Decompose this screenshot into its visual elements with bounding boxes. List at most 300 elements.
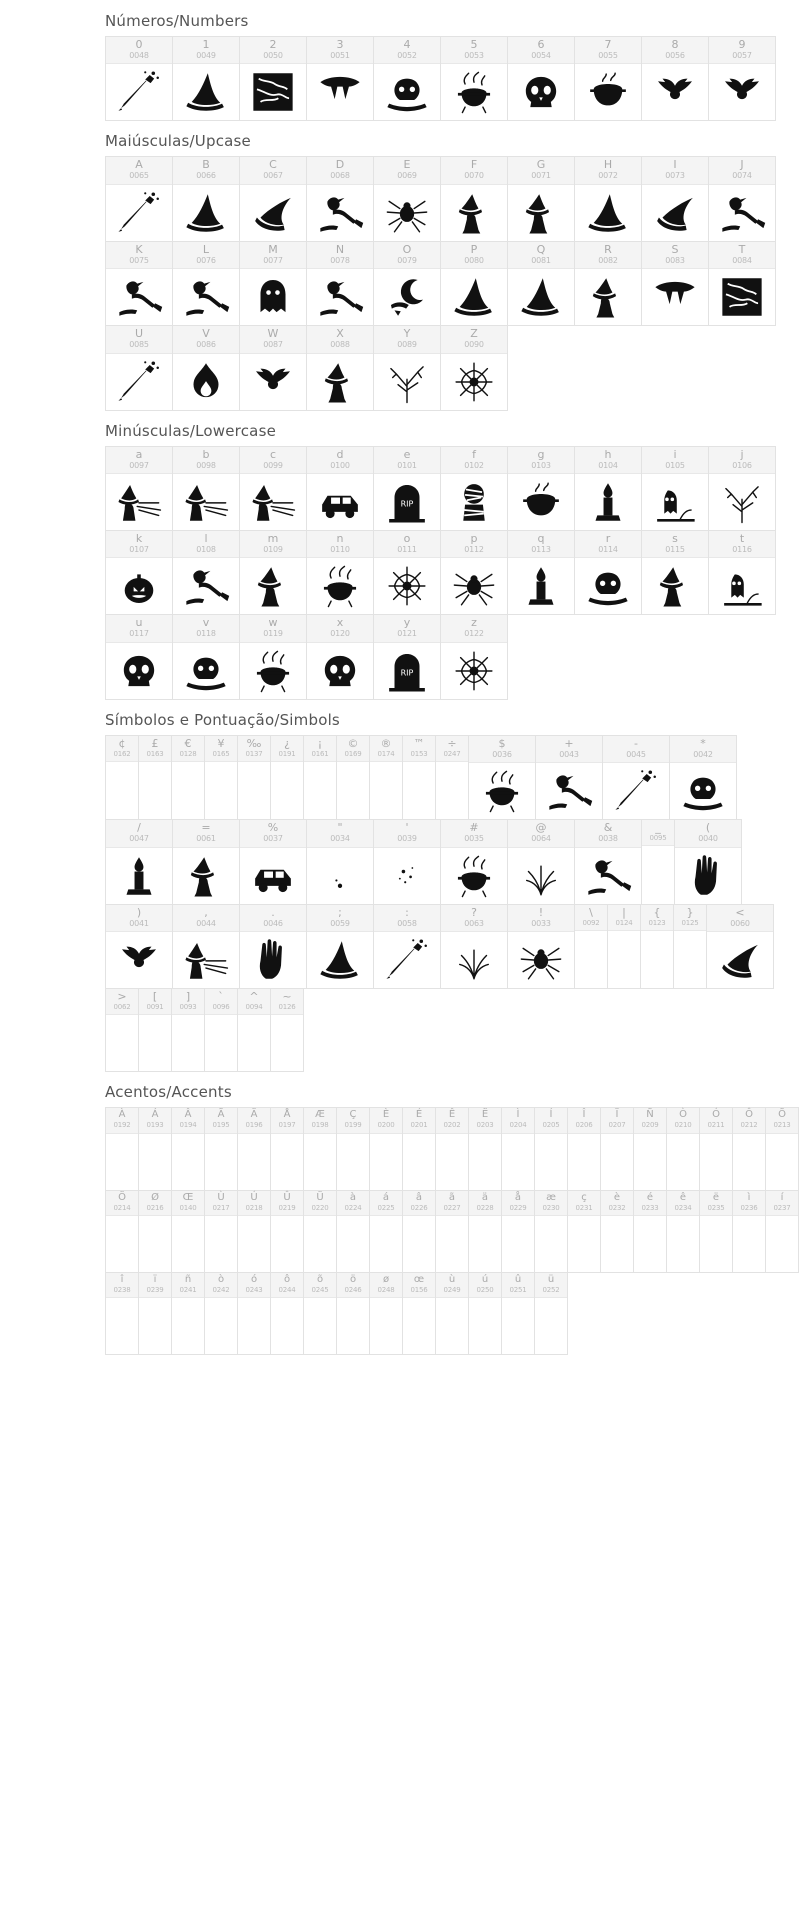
glyph-cell[interactable] — [138, 988, 172, 1072]
glyph-charcode: 0196 — [245, 1121, 263, 1130]
glyph-cell[interactable] — [336, 1190, 370, 1273]
glyph-cell-header — [106, 736, 138, 762]
glyph-cell[interactable] — [303, 1272, 337, 1355]
glyph-cell-header — [508, 820, 574, 847]
glyph-character: l — [204, 531, 208, 545]
witch-icon — [307, 354, 373, 410]
glyph-cell[interactable] — [171, 735, 205, 820]
glyph-charcode: 0049 — [196, 51, 216, 60]
glyph-preview-empty — [337, 1298, 369, 1354]
glyph-cell[interactable] — [303, 1107, 337, 1190]
glyph-cell[interactable] — [369, 1272, 403, 1355]
glyph-cell-header — [733, 1108, 765, 1133]
hat-tilt-icon — [240, 185, 306, 241]
glyph-cell[interactable] — [765, 1190, 799, 1273]
glyph-cell-header — [240, 820, 306, 847]
glyph-cell[interactable] — [567, 1190, 601, 1273]
glyph-cell[interactable] — [402, 735, 436, 820]
glyph-cell-header — [307, 820, 373, 847]
glyph-cell-header — [403, 1108, 435, 1133]
glyph-cell[interactable] — [600, 1107, 634, 1190]
glyph-cell[interactable] — [105, 156, 173, 241]
glyph-character: R — [604, 242, 612, 256]
glyph-cell[interactable] — [237, 988, 271, 1072]
glyph-cell-header — [205, 736, 237, 762]
glyph-cell[interactable] — [507, 819, 575, 904]
glyph-cell[interactable] — [172, 614, 240, 699]
glyph-character: , — [204, 905, 208, 919]
glyph-charcode: 0071 — [531, 171, 551, 181]
glyph-cell[interactable] — [468, 1190, 502, 1273]
glyph-cell[interactable] — [440, 904, 508, 989]
glyph-cell-header — [205, 1191, 237, 1216]
glyph-character: ® — [380, 736, 392, 750]
glyph-cell[interactable] — [641, 530, 709, 615]
glyph-cell[interactable] — [641, 446, 709, 531]
glyph-charcode: 0070 — [464, 171, 484, 181]
glyph-cell[interactable] — [440, 325, 508, 410]
glyph-cell[interactable] — [172, 325, 240, 410]
glyph-cell[interactable] — [171, 988, 205, 1072]
glyph-character: $ — [498, 736, 506, 750]
glyph-cell[interactable] — [204, 1107, 238, 1190]
glyph-character: . — [271, 905, 275, 919]
glyph-character: u — [135, 616, 143, 630]
glyph-cell-header — [173, 820, 239, 847]
glyph-charcode: 0236 — [740, 1203, 758, 1212]
glyph-character: C — [269, 158, 277, 172]
glyph-cell[interactable] — [440, 530, 508, 615]
candle-icon — [106, 848, 172, 904]
glyph-cell[interactable] — [306, 819, 374, 904]
glyph-cell[interactable] — [270, 1272, 304, 1355]
glyph-cell[interactable] — [373, 819, 441, 904]
glyph-cell[interactable] — [373, 904, 441, 989]
glyph-cell-header — [374, 615, 440, 642]
glyph-character: ú — [481, 1273, 489, 1285]
glyph-cell[interactable] — [239, 156, 307, 241]
glyph-cell[interactable] — [239, 325, 307, 410]
glyph-cell[interactable] — [270, 1107, 304, 1190]
glyph-charcode: 0205 — [542, 1121, 560, 1130]
glyph-cell[interactable] — [105, 904, 173, 989]
glyph-cell[interactable] — [641, 819, 675, 904]
glyph-cell-header — [674, 905, 706, 931]
glyph-cell-header — [370, 1273, 402, 1298]
glyph-cell-header — [106, 531, 172, 558]
glyph-character: Û — [283, 1191, 291, 1203]
glyph-cell[interactable] — [270, 735, 304, 820]
glyph-character: K — [135, 242, 143, 256]
glyph-cell[interactable] — [574, 241, 642, 326]
glyph-cell[interactable] — [138, 1272, 172, 1355]
glyph-cell[interactable] — [708, 241, 776, 326]
glyph-cell[interactable] — [336, 1272, 370, 1355]
glyph-cell[interactable] — [440, 819, 508, 904]
glyph-cell[interactable] — [270, 1190, 304, 1273]
glyph-charcode: 0062 — [113, 1002, 131, 1011]
glyph-cell-header — [271, 1273, 303, 1298]
glyph-character: q — [537, 531, 545, 545]
glyph-charcode: 0095 — [649, 834, 667, 843]
glyph-charcode: 0198 — [311, 1121, 329, 1130]
bat-icon — [709, 64, 775, 120]
glyph-charcode: 0235 — [707, 1203, 725, 1212]
glyph-cell[interactable] — [435, 1107, 469, 1190]
witch-broom-icon — [307, 269, 373, 325]
glyph-cell[interactable] — [507, 156, 575, 241]
glyph-cell[interactable] — [567, 1107, 601, 1190]
glyph-cell[interactable] — [673, 904, 707, 989]
glyph-cell[interactable] — [105, 1107, 139, 1190]
glyph-cell[interactable] — [239, 614, 307, 699]
glyph-preview-empty — [139, 1134, 171, 1190]
hat-icon — [173, 185, 239, 241]
glyph-character: j — [740, 447, 744, 461]
glyph-cell-header — [307, 905, 373, 932]
glyph-cell-header — [568, 1108, 600, 1133]
glyph-cell[interactable] — [172, 36, 240, 121]
glyph-cell-header — [508, 531, 574, 558]
glyph-cell[interactable] — [501, 1190, 535, 1273]
glyph-cell[interactable] — [373, 325, 441, 410]
section-accents — [0, 1071, 800, 1354]
glyph-charcode: 0042 — [693, 749, 713, 759]
glyph-preview-empty — [641, 931, 673, 987]
glyph-cell-header — [307, 37, 373, 64]
glyph-charcode: 0118 — [196, 629, 216, 639]
glyph-cell[interactable] — [239, 904, 307, 989]
glyph-cell-header — [441, 157, 507, 184]
glyph-cell[interactable] — [534, 1107, 568, 1190]
tree-icon — [709, 474, 775, 530]
glyph-cell[interactable] — [765, 1107, 799, 1190]
glyph-cell[interactable] — [369, 735, 403, 820]
glyph-cell[interactable] — [204, 735, 238, 820]
glyph-cell[interactable] — [507, 36, 575, 121]
glyph-preview-empty — [238, 1134, 270, 1190]
glyph-charcode: 0111 — [397, 544, 417, 554]
glyph-cell-header — [642, 820, 674, 846]
glyph-cell[interactable] — [641, 241, 709, 326]
glyph-cell-header — [304, 1108, 336, 1133]
witch-broom-icon — [536, 763, 602, 819]
glyph-cell[interactable] — [237, 1107, 271, 1190]
hat-icon — [307, 932, 373, 988]
glyph-cell[interactable] — [669, 735, 737, 820]
glyph-character: r — [605, 531, 611, 545]
tree-icon — [374, 354, 440, 410]
glyph-cell[interactable] — [172, 156, 240, 241]
glyph-character: + — [564, 736, 574, 750]
glyph-cell-header — [271, 736, 303, 762]
glyph-cell[interactable] — [535, 735, 603, 820]
glyph-cell[interactable] — [640, 904, 674, 989]
glyph-cell[interactable] — [402, 1107, 436, 1190]
glyph-cell[interactable] — [239, 446, 307, 531]
glyph-cell[interactable] — [699, 1190, 733, 1273]
glyph-cell[interactable] — [105, 530, 173, 615]
glyph-cell[interactable] — [105, 819, 173, 904]
glyph-cell[interactable] — [105, 36, 173, 121]
glyph-charcode: 0087 — [263, 340, 283, 350]
glyph-cell[interactable] — [574, 819, 642, 904]
glyph-cell[interactable] — [369, 1107, 403, 1190]
glyph-character: X — [336, 327, 344, 341]
glyph-character: æ — [546, 1191, 556, 1203]
glyph-character: | — [622, 905, 626, 919]
glyph-character: å — [514, 1191, 522, 1203]
glyph-cell[interactable] — [306, 325, 374, 410]
glyph-cell-header — [337, 1108, 369, 1133]
glyph-cell-header — [240, 615, 306, 642]
glyph-cell[interactable] — [303, 1190, 337, 1273]
glyph-charcode: 0115 — [665, 544, 685, 554]
glyph-character: ¥ — [217, 736, 225, 750]
fangs-icon — [307, 64, 373, 120]
glyph-cell[interactable] — [507, 904, 575, 989]
glyph-charcode: 0227 — [443, 1203, 461, 1212]
glyph-cell[interactable] — [440, 241, 508, 326]
glyph-cell[interactable] — [171, 1107, 205, 1190]
glyph-cell-header — [441, 820, 507, 847]
glyph-cell[interactable] — [204, 1190, 238, 1273]
glyph-cell[interactable] — [373, 530, 441, 615]
glyph-cell[interactable] — [440, 36, 508, 121]
glyph-cell[interactable] — [171, 1272, 205, 1355]
glyph-cell-header — [441, 242, 507, 269]
glyph-charcode: 0076 — [196, 255, 216, 265]
glyph-cell[interactable] — [373, 36, 441, 121]
glyph-cell-header — [441, 615, 507, 642]
glyph-cell[interactable] — [732, 1107, 766, 1190]
glyph-charcode: 0200 — [377, 1121, 395, 1130]
glyph-cell[interactable] — [574, 446, 642, 531]
glyph-cell[interactable] — [306, 241, 374, 326]
glyph-character: 9 — [738, 38, 746, 51]
glyph-character: M — [268, 242, 278, 256]
frame-icon — [709, 269, 775, 325]
glyph-cell[interactable] — [172, 819, 240, 904]
glyph-cell[interactable] — [574, 530, 642, 615]
glyph-cell-header — [502, 1191, 534, 1216]
glyph-cell[interactable] — [435, 1190, 469, 1273]
glyph-character: 3 — [336, 38, 344, 51]
glyph-cell[interactable] — [336, 1107, 370, 1190]
glyph-cell-header — [575, 37, 641, 64]
glyph-cell[interactable] — [306, 156, 374, 241]
glyph-character: ¢ — [118, 736, 126, 750]
glyph-cell-header — [374, 905, 440, 932]
glyph-charcode: 0228 — [476, 1203, 494, 1212]
glyph-cell[interactable] — [306, 904, 374, 989]
glyph-cell[interactable] — [204, 1272, 238, 1355]
glyph-character: % — [267, 821, 279, 835]
glyph-cell[interactable] — [373, 241, 441, 326]
dot-icon — [307, 848, 373, 904]
glyph-character: & — [603, 821, 613, 835]
glyph-character: s — [672, 531, 678, 545]
glyph-cell[interactable] — [574, 156, 642, 241]
glyph-cell[interactable] — [336, 735, 370, 820]
glyph-cell[interactable] — [602, 735, 670, 820]
glyph-character: E — [403, 158, 411, 172]
glyph-charcode: 0163 — [146, 749, 164, 758]
glyph-cell[interactable] — [369, 1190, 403, 1273]
glyph-cell[interactable] — [105, 614, 173, 699]
glyph-cell[interactable] — [239, 530, 307, 615]
glyph-cell[interactable] — [501, 1107, 535, 1190]
glyph-cell[interactable] — [237, 1272, 271, 1355]
glyph-cell[interactable] — [574, 904, 608, 989]
glyph-cell[interactable] — [306, 530, 374, 615]
glyph-cell[interactable] — [105, 446, 173, 531]
glyph-character: A — [135, 158, 143, 172]
glyph-cell[interactable] — [373, 156, 441, 241]
glyph-cell[interactable] — [172, 446, 240, 531]
glyph-cell-header — [238, 1108, 270, 1133]
glyph-cell[interactable] — [666, 1190, 700, 1273]
glyph-cell[interactable] — [172, 904, 240, 989]
glyph-cell[interactable] — [501, 1272, 535, 1355]
glyph-cell[interactable] — [239, 241, 307, 326]
glyph-charcode: 0074 — [732, 171, 752, 181]
cauldron-icon — [575, 64, 641, 120]
glyph-cell[interactable] — [138, 1190, 172, 1273]
glyph-cell[interactable] — [435, 1272, 469, 1355]
glyph-cell[interactable] — [699, 1107, 733, 1190]
glyph-cell[interactable] — [641, 36, 709, 121]
glyph-character: W — [267, 327, 279, 341]
glyph-character: Ú — [250, 1191, 258, 1203]
glyph-character: Ô — [745, 1109, 753, 1121]
glyph-character: v — [202, 616, 210, 630]
glyph-charcode: 0233 — [641, 1203, 659, 1212]
glyph-cell[interactable] — [237, 735, 271, 820]
glyph-cell[interactable] — [138, 735, 172, 820]
glyph-charcode: 0045 — [626, 749, 646, 759]
glyph-cell[interactable] — [239, 36, 307, 121]
glyph-cell-header — [508, 157, 574, 184]
glyph-preview-empty — [601, 1216, 633, 1272]
glyph-cell[interactable] — [306, 446, 374, 531]
glyph-cell[interactable] — [270, 988, 304, 1072]
glyph-cell[interactable] — [633, 1190, 667, 1273]
glyph-cell[interactable] — [507, 446, 575, 531]
glyph-cell[interactable] — [708, 36, 776, 121]
glyph-charcode: 0047 — [129, 834, 149, 844]
glyph-charcode: 0073 — [665, 171, 685, 181]
tombstone-icon — [374, 643, 440, 699]
glyph-cell[interactable] — [666, 1107, 700, 1190]
glyph-cell[interactable] — [468, 735, 536, 820]
glyph-cell[interactable] — [172, 530, 240, 615]
glyph-cell[interactable] — [239, 819, 307, 904]
glyph-cell[interactable] — [674, 819, 742, 904]
glyph-character: _ — [655, 821, 661, 835]
glyph-cell[interactable] — [507, 241, 575, 326]
glyph-cell[interactable] — [468, 1107, 502, 1190]
glyph-character: é — [646, 1191, 654, 1203]
glyph-cell[interactable] — [171, 1190, 205, 1273]
glyph-cell[interactable] — [172, 241, 240, 326]
section-lowercase — [0, 410, 800, 699]
glyph-cell[interactable] — [237, 1190, 271, 1273]
glyph-cell-header — [709, 157, 775, 184]
glyph-cell[interactable] — [105, 1272, 139, 1355]
glyph-cell[interactable] — [373, 614, 441, 699]
glyph-cell[interactable] — [105, 241, 173, 326]
glyph-cell-header — [536, 736, 602, 763]
glyph-cell[interactable] — [708, 530, 776, 615]
glyph-character: Á — [151, 1109, 159, 1121]
glyph-preview-empty — [106, 1015, 138, 1071]
glyph-cell[interactable] — [440, 446, 508, 531]
glyph-cell[interactable] — [633, 1107, 667, 1190]
glyph-charcode: 0250 — [476, 1285, 494, 1294]
glyph-cell[interactable] — [402, 1190, 436, 1273]
glyph-cell[interactable] — [105, 988, 139, 1072]
glyph-character: } — [686, 905, 694, 919]
glyph-cell[interactable] — [574, 36, 642, 121]
glyph-cell[interactable] — [507, 530, 575, 615]
glyph-cell[interactable] — [306, 36, 374, 121]
glyph-cell[interactable] — [105, 1190, 139, 1273]
glyph-preview-empty — [304, 762, 336, 818]
glyph-character: ë — [712, 1191, 720, 1203]
glyph-character: m — [267, 531, 279, 545]
glyph-cell[interactable] — [708, 446, 776, 531]
glyph-cell[interactable] — [600, 1190, 634, 1273]
glyph-cell[interactable] — [732, 1190, 766, 1273]
glyph-charcode: 0080 — [464, 255, 484, 265]
glyph-cell[interactable] — [373, 446, 441, 531]
glyph-cell[interactable] — [440, 156, 508, 241]
glyph-character: ã — [448, 1191, 456, 1203]
glyph-charcode: 0237 — [773, 1203, 791, 1212]
glyph-cell[interactable] — [706, 904, 774, 989]
glyph-cell[interactable] — [708, 156, 776, 241]
glyph-cell[interactable] — [435, 735, 469, 820]
spider-web-icon — [441, 643, 507, 699]
glyph-charcode: 0090 — [464, 340, 484, 350]
glyph-cell[interactable] — [641, 156, 709, 241]
glyph-cell[interactable] — [402, 1272, 436, 1355]
glyph-character: ö — [349, 1273, 357, 1285]
glyph-cell-header — [642, 242, 708, 269]
glyph-charcode: 0050 — [263, 51, 283, 60]
glyph-cell[interactable] — [440, 614, 508, 699]
glyph-cell[interactable] — [138, 1107, 172, 1190]
glyph-cell[interactable] — [105, 735, 139, 820]
glyph-cell[interactable] — [607, 904, 641, 989]
glyph-cell-header — [307, 531, 373, 558]
glyph-preview-empty — [370, 762, 402, 818]
glyph-preview-empty — [304, 1216, 336, 1272]
glyph-charcode: 0165 — [212, 749, 230, 758]
glyph-charcode: 0241 — [179, 1285, 197, 1294]
glyph-cell[interactable] — [105, 325, 173, 410]
glyph-cell[interactable] — [204, 988, 238, 1072]
glyph-charcode: 0063 — [464, 918, 484, 928]
glyph-cell-header — [667, 1108, 699, 1133]
glyph-cell[interactable] — [534, 1272, 568, 1355]
glyph-cell[interactable] — [468, 1272, 502, 1355]
glyph-cell[interactable] — [534, 1190, 568, 1273]
glyph-cell[interactable] — [303, 735, 337, 820]
glyph-preview-empty — [502, 1216, 534, 1272]
glyph-cell[interactable] — [306, 614, 374, 699]
